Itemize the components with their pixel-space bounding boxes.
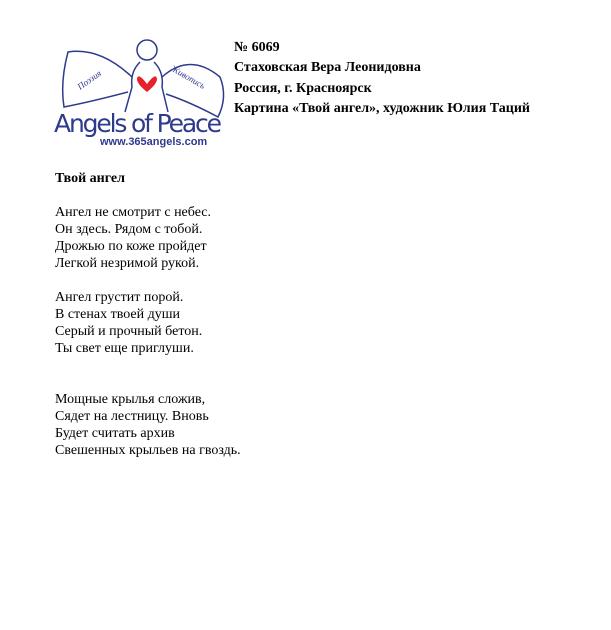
poem-line: Ты свет еще приглуши. [55, 341, 194, 356]
poem-line: Дрожью по коже пройдет [55, 239, 207, 254]
poem-line: Он здесь. Рядом с тобой. [55, 222, 203, 237]
svg-text:Живопись: Живопись [169, 63, 208, 91]
svg-text:Angels of Peace: Angels of Peace [54, 109, 222, 138]
svg-text:Поэзия: Поэзия [75, 67, 104, 92]
entry-number: № 6069 [234, 40, 280, 55]
poem-line: Будет считать архив [55, 426, 175, 441]
poem-line: Сядет на лестницу. Вновь [55, 409, 209, 424]
author-name: Стаховская Вера Леонидовна [234, 60, 421, 76]
poem-line: Свешенных крыльев на гвоздь. [55, 443, 241, 458]
poem-line: Мощные крылья сложив, [55, 392, 206, 407]
poem-title: Твой ангел [55, 171, 125, 186]
painting-credit: Картина «Твой ангел», художник Юлия Таций [234, 100, 530, 116]
stanza [55, 391, 241, 459]
angels-of-peace-logo [50, 32, 230, 150]
poem-line: В стенах твоей души [55, 307, 180, 322]
poem-line: Ангел не смотрит с небес. [55, 205, 211, 220]
poem [55, 170, 241, 476]
author-location: Россия, г. Красноярск [234, 80, 372, 96]
poem-line: Ангел грустит порой. [55, 290, 184, 305]
stanza [55, 289, 241, 357]
poem-line: Серый и прочный бетон. [55, 324, 203, 339]
document-header [234, 38, 530, 119]
svg-text:www.365angels.com: www.365angels.com [100, 136, 208, 148]
poem-line: Легкой незримой рукой. [55, 256, 200, 271]
stanza [55, 204, 241, 272]
